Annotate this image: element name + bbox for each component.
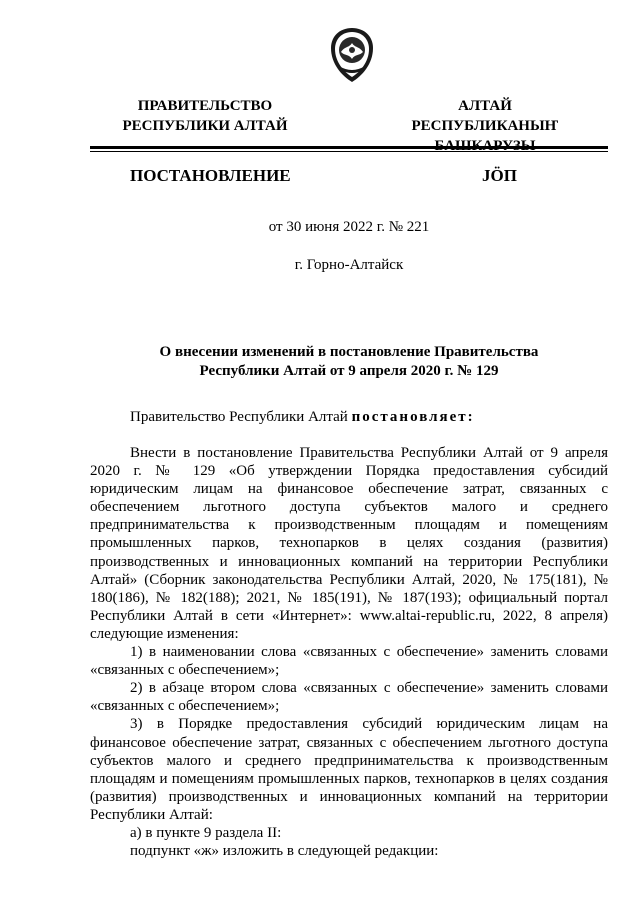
body-paragraph-item3: 3) в Порядке предоставления субсидий юридическим лицам на финансовое обеспечение затрат, связанных с обеспечением льготного доступа субъектов малого и среднего предпринимательства к производственным площадям и помещениям промышленных парков, технопарков в целях создания (развития) производственных и инновационных компаний на территории Республики Алтай: bbox=[90, 716, 608, 823]
header-left-line2: РЕСПУБЛИКИ АЛТАЙ bbox=[122, 118, 288, 134]
body-paragraph-item2: 2) в абзаце втором слова «связанных с обеспечение» заменить словами «связанных с обеспечением»; bbox=[90, 680, 608, 715]
doc-title-russian: ПОСТАНОВЛЕНИЕ bbox=[130, 166, 291, 185]
preamble-emphasis: постановляет: bbox=[351, 409, 475, 425]
body-paragraph-subitem-a: а) в пункте 9 раздела II: bbox=[130, 824, 282, 841]
body-paragraph-subitem-zh: подпункт «ж» изложить в следующей редакции: bbox=[130, 843, 439, 860]
document-body bbox=[90, 444, 608, 860]
header-left bbox=[105, 96, 305, 136]
body-paragraph-item1: 1) в наименовании слова «связанных с обеспечение» заменить словами «связанных с обеспечением»; bbox=[90, 644, 608, 679]
date-line: от 30 июня 2022 г. № 221 bbox=[268, 219, 430, 235]
document-subject bbox=[90, 343, 608, 381]
city-line: г. Горно-Алтайск bbox=[294, 257, 404, 273]
doc-title-altai: JÖП bbox=[482, 166, 517, 185]
header-rule-thin bbox=[90, 151, 608, 152]
preamble-text: Правительство Республики Алтай bbox=[130, 409, 352, 425]
coat-of-arms-emblem bbox=[326, 26, 378, 84]
header-left-line1: ПРАВИТЕЛЬСТВО bbox=[137, 98, 273, 114]
preamble bbox=[130, 409, 475, 426]
header-right-line1: АЛТАЙ РЕСПУБЛИКАНЫҤ bbox=[411, 98, 559, 134]
subject-line2: Республики Алтай от 9 апреля 2020 г. № 129 bbox=[199, 363, 499, 379]
body-paragraph-intro: Внести в постановление Правительства Республики Алтай от 9 апреля 2020 г. № 129 «Об утверждении Порядка предоставления субсидий юридическим лицам на финансовое обеспечение затрат, связанных с обеспечением льготного доступа субъектов малого и среднего предпринимательства к производственным площадям и помещениям промышленных парков, технопарков в целях создания (развития) производственных и инновационных компаний на территории Республики Алтай» (Сборник законодательства Республики Алтай, 2020, № 175(181), № 180(186), № 182(188); 2021, № 185(191), № 187(193); официальный портал Республики Алтай в сети «Интернет»: www.altai-republic.ru, 2022, 8 апреля) следующие изменения: bbox=[90, 445, 608, 642]
subject-line1: О внесении изменений в постановление Правительства bbox=[159, 344, 539, 360]
header-rule-thick bbox=[90, 146, 608, 149]
